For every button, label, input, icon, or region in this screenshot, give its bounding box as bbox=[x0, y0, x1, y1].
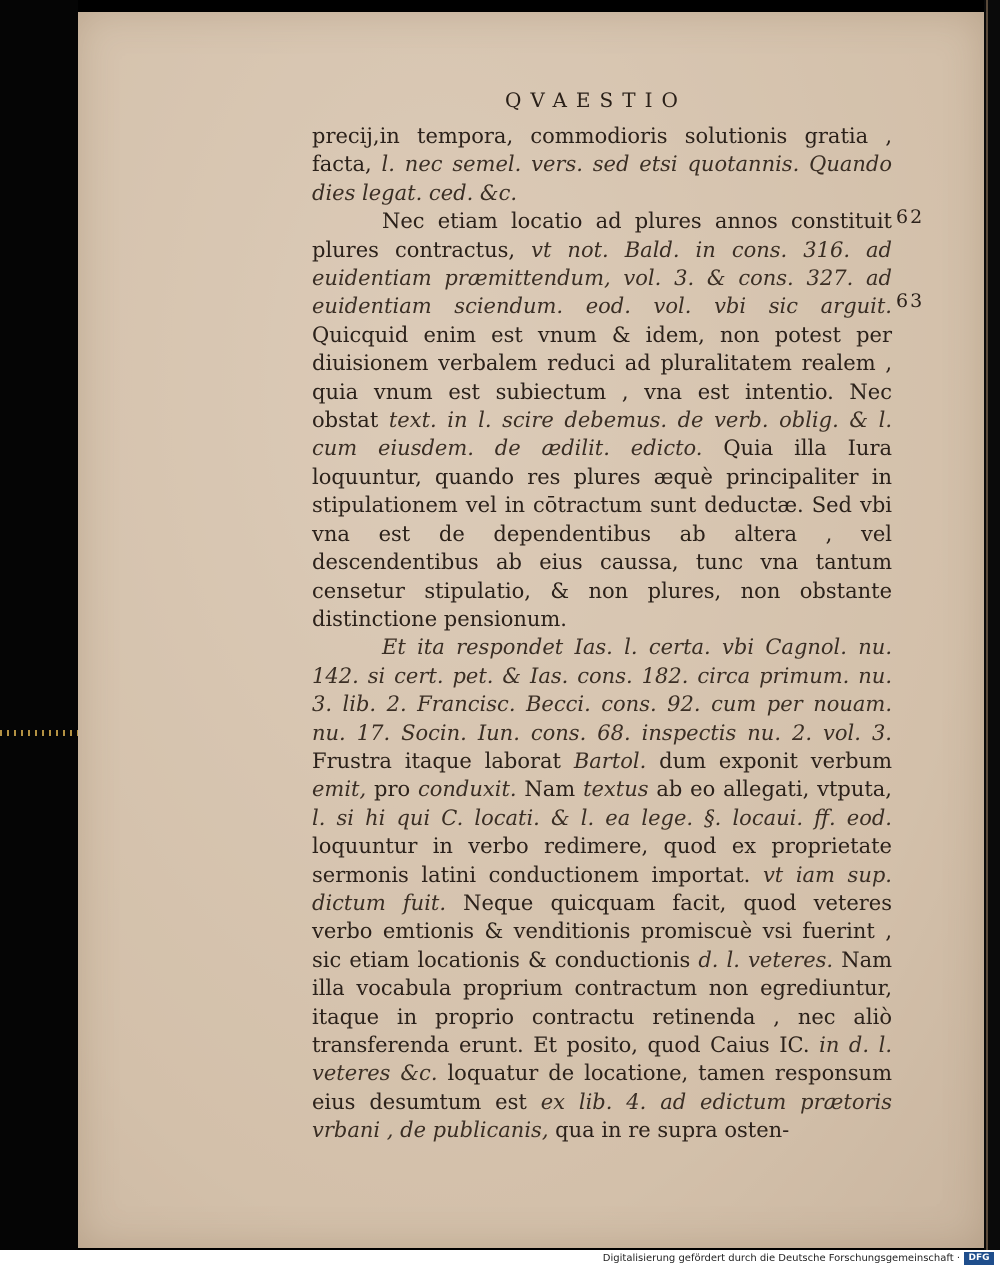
citation: ex lib. 4. ad edictum prætoris vrbani , de publicanis, bbox=[312, 1089, 892, 1143]
text-run: Quia illa Iura loquuntur, quando res plures æquè principaliter in stipulationem vel in cōtractum sunt deductæ. Sed vbi vna est de dependentibus ab altera , vel descendentibus ab eius caussa, tunc vna tantum censetur stipulatio, & non plures, non obstante distinctione pensionum. bbox=[312, 436, 892, 631]
text-run: loquatur de locatione, tamen responsum eius desumtum est bbox=[312, 1061, 892, 1114]
citation: vt iam sup. dictum fuit. bbox=[312, 862, 892, 915]
citation: textus bbox=[583, 777, 649, 802]
text-run: Nam bbox=[516, 777, 584, 802]
funding-credit: Digitalisierung gefördert durch die Deutsche Forschungsgemeinschaft · bbox=[602, 1253, 960, 1264]
citation: text. in l. scire debemus. de verb. oblig. & l. cum eiusdem. de ædilit. edicto. bbox=[312, 408, 892, 461]
footer-bar bbox=[0, 1250, 1000, 1269]
text-run: Nam illa vocabula proprium contractum non egrediuntur, itaque in proprio contractu retinenda , nec aliò transferenda erunt. Et posito, quod Caius IC. bbox=[312, 947, 893, 1057]
margin-number-63: 63 bbox=[896, 290, 925, 312]
page-edge-line bbox=[986, 0, 988, 1250]
citation: l. si hi qui C. locati. & l. ea lege. §. locaui. ff. eod. bbox=[312, 805, 892, 830]
citation: emit, bbox=[312, 777, 367, 802]
text-run: pro bbox=[366, 777, 418, 802]
citation: vt not. Bald. in cons. 316. ad euidentiam præmittendum, vol. 3. & cons. 327. ad euidentiam sciendum. eod. vol. vbi sic arguit. bbox=[312, 237, 892, 319]
citation: in d. l. veteres &c. bbox=[312, 1033, 892, 1086]
running-title: QVAESTIO bbox=[505, 88, 687, 112]
text-run: Nec etiam locatio ad plures annos constituit plures contractus, bbox=[312, 209, 892, 262]
text-run: Neque quicquam facit, quod veteres verbo emtionis & venditionis promiscuè vsi fuerint , sic etiam locationis & conductionis bbox=[312, 890, 892, 972]
scan-left-border bbox=[0, 0, 78, 1250]
citation: Bartol. bbox=[573, 748, 647, 773]
paragraph-2 bbox=[312, 207, 892, 633]
citation: Et ita respondet Ias. l. certa. vbi Cagnol. nu. 142. si cert. pet. & Ias. cons. 182. circa primum. nu. 3. lib. 2. Francisc. Becci. cons. 92. cum per nouam. nu. 17. Socin. Iun. cons. 68. inspectis nu. 2. vol. 3. bbox=[312, 635, 892, 745]
paragraph-1 bbox=[312, 122, 892, 207]
citation: conduxit. bbox=[417, 777, 517, 802]
citation: l. nec semel. vers. sed etsi quotannis. Quando dies legat. ced. &c. bbox=[312, 152, 892, 205]
text-run: Frustra itaque laborat bbox=[312, 748, 574, 773]
dfg-logo-icon[interactable]: DFG bbox=[964, 1252, 994, 1265]
scan-edge-marks bbox=[0, 730, 78, 736]
paragraph-3 bbox=[312, 633, 892, 1144]
text-run: dum exponit verbum bbox=[646, 748, 893, 773]
text-run: loquuntur in verbo redimere, quod ex proprietate sermonis latini conductionem importat. bbox=[312, 834, 892, 887]
text-run: Quicquid enim est vnum & idem, non potest per diuisionem verbalem reduci ad pluralitatem realem , quia vnum est subiectum , vna est intentio. Nec obstat bbox=[312, 322, 892, 433]
text-run: precij,in tempora, commodioris solutionis gratia , facta, bbox=[312, 124, 892, 177]
citation: d. l. veteres. bbox=[698, 947, 834, 972]
text-run: ab eo allegati, vtputa, bbox=[648, 777, 892, 802]
margin-number-62: 62 bbox=[896, 206, 925, 228]
body-text bbox=[312, 122, 892, 1145]
text-run: qua in re supra osten- bbox=[548, 1118, 790, 1143]
